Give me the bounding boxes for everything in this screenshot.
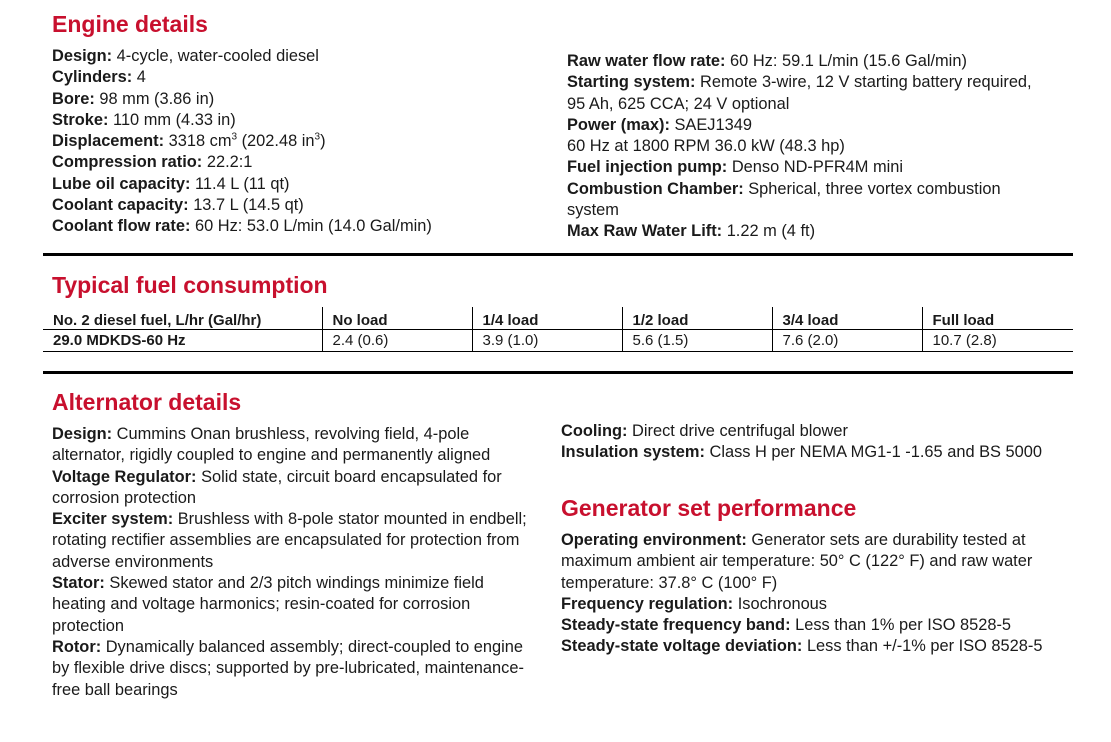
spec-cylinders: Cylinders: 4: [52, 68, 146, 87]
engine-specs-left: [52, 46, 532, 238]
table-header-cell: No load: [322, 307, 472, 330]
fuel-consumption-heading: Typical fuel consumption: [52, 272, 328, 298]
alternator-specs-left: [52, 424, 542, 701]
spec-lube-oil-capacity: Lube oil capacity: 11.4 L (11 qt): [52, 174, 290, 193]
alternator-specs-right: [561, 421, 1061, 464]
table-header-cell: 1/2 load: [622, 307, 772, 330]
spec-raw-water-flow-rate: Raw water flow rate: 60 Hz: 59.1 L/min (15.6 Gal/min): [567, 52, 967, 70]
alt-exciter-system: Exciter system: Brushless with 8-pole stator mounted in endbell; rotating rectifier assemblies are encapsulated for protection from adverse environments: [52, 510, 527, 571]
spec-fuel-injection-pump: Fuel injection pump: Denso ND-PFR4M mini: [567, 158, 904, 177]
engine-specs-right: [567, 51, 1047, 243]
table-header-cell: Full load: [922, 307, 1073, 330]
perf-steady-state-voltage-deviation: Steady-state voltage deviation: Less than +/-1% per ISO 8528-5: [561, 637, 1043, 656]
perf-operating-environment: Operating environment: Generator sets are durability tested at maximum ambient air temperature: 50° C (122° F) and raw water temperature: 37.8° C (100° F): [561, 531, 1033, 592]
spec-bore: Bore: 98 mm (3.86 in): [52, 89, 215, 108]
table-row: [43, 330, 1073, 352]
alt-design: Design: Cummins Onan brushless, revolving field, 4-pole alternator, rigidly coupled to engine and permanently aligned: [52, 425, 491, 465]
alt-stator: Stator: Skewed stator and 2/3 pitch windings minimize field heating and voltage harmonics; resin-coated for corrosion protection: [52, 574, 484, 635]
spec-coolant-capacity: Coolant capacity: 13.7 L (14.5 qt): [52, 196, 304, 215]
spec-power-rating: 60 Hz at 1800 RPM 36.0 kW (48.3 hp): [567, 137, 845, 156]
section-divider-2: [43, 371, 1073, 374]
perf-steady-state-frequency-band: Steady-state frequency band: Less than 1% per ISO 8528-5: [561, 616, 1012, 635]
spec-max-raw-water-lift: Max Raw Water Lift: 1.22 m (4 ft): [567, 222, 816, 241]
performance-specs: [561, 530, 1066, 658]
section-divider-1: [43, 253, 1073, 256]
spec-stroke: Stroke: 110 mm (4.33 in): [52, 110, 236, 129]
spec-starting-system: Starting system: Remote 3-wire, 12 V starting battery required, 95 Ah, 625 CCA; 24 V optional: [567, 73, 1032, 113]
table-header-cell: 1/4 load: [472, 307, 622, 330]
alt-rotor: Rotor: Dynamically balanced assembly; direct-coupled to engine by flexible drive discs; supported by pre-lubricated, maintenance-free ball bearings: [52, 637, 524, 699]
table-cell: 3.9 (1.0): [472, 330, 622, 352]
alt-cooling: Cooling: Direct drive centrifugal blower: [561, 422, 848, 440]
table-cell: 5.6 (1.5): [622, 330, 772, 352]
table-cell: 29.0 MDKDS-60 Hz: [43, 330, 322, 352]
table-header-cell: 3/4 load: [772, 307, 922, 330]
table-header-row: [43, 307, 1073, 330]
spec-coolant-flow-rate: Coolant flow rate: 60 Hz: 53.0 L/min (14.0 Gal/min): [52, 217, 432, 236]
fuel-consumption-table: [43, 307, 1073, 352]
table-cell: 7.6 (2.0): [772, 330, 922, 352]
table-cell: 10.7 (2.8): [922, 330, 1073, 352]
spec-design: Design: 4-cycle, water-cooled diesel: [52, 47, 319, 65]
spec-compression-ratio: Compression ratio: 22.2:1: [52, 153, 253, 172]
spec-combustion-chamber: Combustion Chamber: Spherical, three vortex combustion system: [567, 179, 1001, 220]
generator-performance-heading: Generator set performance: [561, 495, 857, 521]
alternator-details-heading: Alternator details: [52, 389, 242, 415]
spec-power-max: Power (max): SAEJ1349: [567, 115, 752, 134]
spec-displacement: Displacement: 3318 $cm^3$ (202.48 $in^3$): [52, 131, 326, 151]
perf-frequency-regulation: Frequency regulation: Isochronous: [561, 594, 827, 613]
engine-details-heading: Engine details: [52, 11, 208, 37]
table-header-cell: No. 2 diesel fuel, L/hr (Gal/hr): [43, 307, 322, 330]
alt-insulation-system: Insulation system: Class H per NEMA MG1-1 -1.65 and BS 5000: [561, 443, 1043, 462]
table-cell: 2.4 (0.6): [322, 330, 472, 352]
alt-voltage-regulator: Voltage Regulator: Solid state, circuit board encapsulated for corrosion protection: [52, 467, 502, 507]
